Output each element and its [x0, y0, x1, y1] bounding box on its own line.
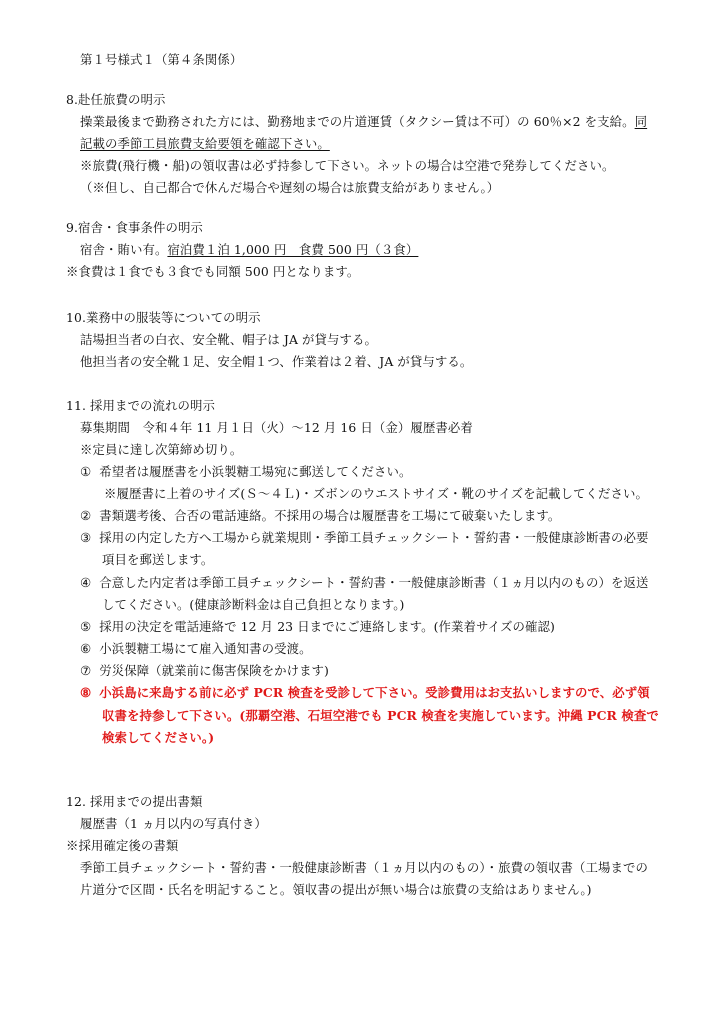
section-8-line-1-underlined: 同 — [634, 114, 648, 129]
section-12-line-2: ※採用確定後の書類 — [66, 838, 179, 853]
list-item-number: ① — [80, 464, 92, 479]
section-9-line-1-text: 宿舎・賄い有。 — [80, 242, 168, 257]
list-item — [80, 508, 560, 524]
list-item — [80, 530, 648, 546]
list-item-text: 書類選考後、合否の電話連絡。不採用の場合は履歴書を工場にて破棄いたします。 — [99, 508, 561, 523]
list-item-text: 採用の内定した方へ工場から就業規則・季節工員チェックシート・誓約書・一般健康診断書の必要 — [99, 530, 649, 545]
list-item-text: 労災保障（就業前に傷害保険をかけます) — [99, 663, 329, 678]
pcr-notice-line — [102, 730, 214, 746]
list-item-number: ③ — [80, 530, 92, 545]
list-item-number: ⑤ — [80, 619, 92, 634]
list-item — [104, 486, 648, 502]
section-10-line-1: 詰場担当者の白衣、安全靴、帽子は JA が貸与する。 — [80, 332, 377, 347]
section-12-line-4: 片道分で区間・氏名を明記すること。領収書の提出が無い場合は旅費の支給はありません。) — [80, 882, 592, 897]
pcr-notice-text: 検索してください。) — [102, 730, 215, 745]
section-11-heading: 11. 採用までの流れの明示 — [66, 398, 215, 413]
section-11-period: 募集期間 令和４年 11 月１日（火）～12 月 16 日（金）履歴書必着 — [80, 420, 473, 435]
list-item-text: 合意した内定者は季節工員チェックシート・誓約書・一般健康診断書（１ヵ月以内のもの）を返送 — [99, 575, 649, 590]
pcr-notice-line — [80, 685, 650, 701]
list-item-number: ② — [80, 508, 92, 523]
pcr-notice-text: 収書を持参して下さい。(那覇空港、石垣空港でも PCR 検査を実施しています。沖縄 PCR 検査で — [102, 708, 659, 723]
section-9-line-2: ※食費は１食でも３食でも同額 500 円となります。 — [66, 264, 360, 279]
list-item-number: ⑧ — [80, 685, 92, 700]
section-12-line-1: 履歴書（1 ヵ月以内の写真付き） — [80, 816, 267, 831]
list-item-number: ④ — [80, 575, 92, 590]
list-item-text: してください。(健康診断料金は自己負担となります。) — [102, 597, 405, 612]
pcr-notice-text: 小浜島に来島する前に必ず PCR 検査を受診して下さい。受診費用はお支払いしますので、必ず領 — [99, 685, 650, 700]
section-12-heading: 12. 採用までの提出書類 — [66, 794, 203, 809]
section-9-line-1-underlined: 宿泊費１泊 1,000 円 食費 500 円（３食） — [167, 242, 419, 257]
list-item — [80, 464, 411, 480]
list-item-text: 項目を郵送します。 — [102, 552, 214, 567]
list-item — [80, 641, 312, 657]
list-item-number: ⑥ — [80, 641, 92, 656]
section-9-heading: 9.宿舎・食事条件の明示 — [66, 220, 203, 235]
section-9-line-1 — [80, 242, 418, 258]
section-8-line-3: ※旅費(飛行機・船)の領収書は必ず持参して下さい。ネットの場合は空港で発券してください。 — [80, 158, 615, 173]
section-11-note: ※定員に達し次第締め切り。 — [80, 442, 243, 457]
list-item — [102, 552, 213, 568]
list-item — [80, 663, 329, 679]
section-8-line-1 — [80, 114, 647, 130]
list-item — [80, 575, 648, 591]
list-item-number: ⑦ — [80, 663, 92, 678]
section-8-line-4: （※但し、自己都合で休んだ場合や遅刻の場合は旅費支給がありません。） — [80, 180, 500, 195]
list-item — [102, 597, 404, 613]
section-10-heading: 10.業務中の服装等についての明示 — [66, 310, 261, 325]
list-item-text: 小浜製糖工場にて雇入通知書の受渡。 — [99, 641, 312, 656]
list-item-text: 希望者は履歴書を小浜製糖工場宛に郵送してください。 — [99, 464, 412, 479]
list-item-text: ※履歴書に上着のサイズ(Ｓ～４Ｌ)・ズボンのウエストサイズ・靴のサイズを記載してください。 — [104, 486, 648, 501]
section-12-line-3: 季節工員チェックシート・誓約書・一般健康診断書（１ヵ月以内のもの）・旅費の領収書（工場までの — [80, 860, 648, 875]
section-8-line-2: 記載の季節工員旅費支給要領を確認下さい。 — [80, 136, 330, 151]
section-10-line-2: 他担当者の安全靴１足、安全帽１つ、作業着は２着、JA が貸与する。 — [80, 354, 473, 369]
form-label: 第１号様式１（第４条関係） — [80, 52, 243, 67]
section-8-heading: 8.赴任旅費の明示 — [66, 92, 166, 107]
pcr-notice-line — [102, 708, 659, 724]
list-item — [80, 619, 555, 635]
section-8-line-1-text: 操業最後まで勤務された方には、勤務地までの片道運賃（タクシー賃は不可）の 60％×2 を支給。 — [80, 114, 635, 129]
list-item-text: 採用の決定を電話連絡で 12 月 23 日までにご連絡します。(作業着サイズの確認) — [99, 619, 555, 634]
